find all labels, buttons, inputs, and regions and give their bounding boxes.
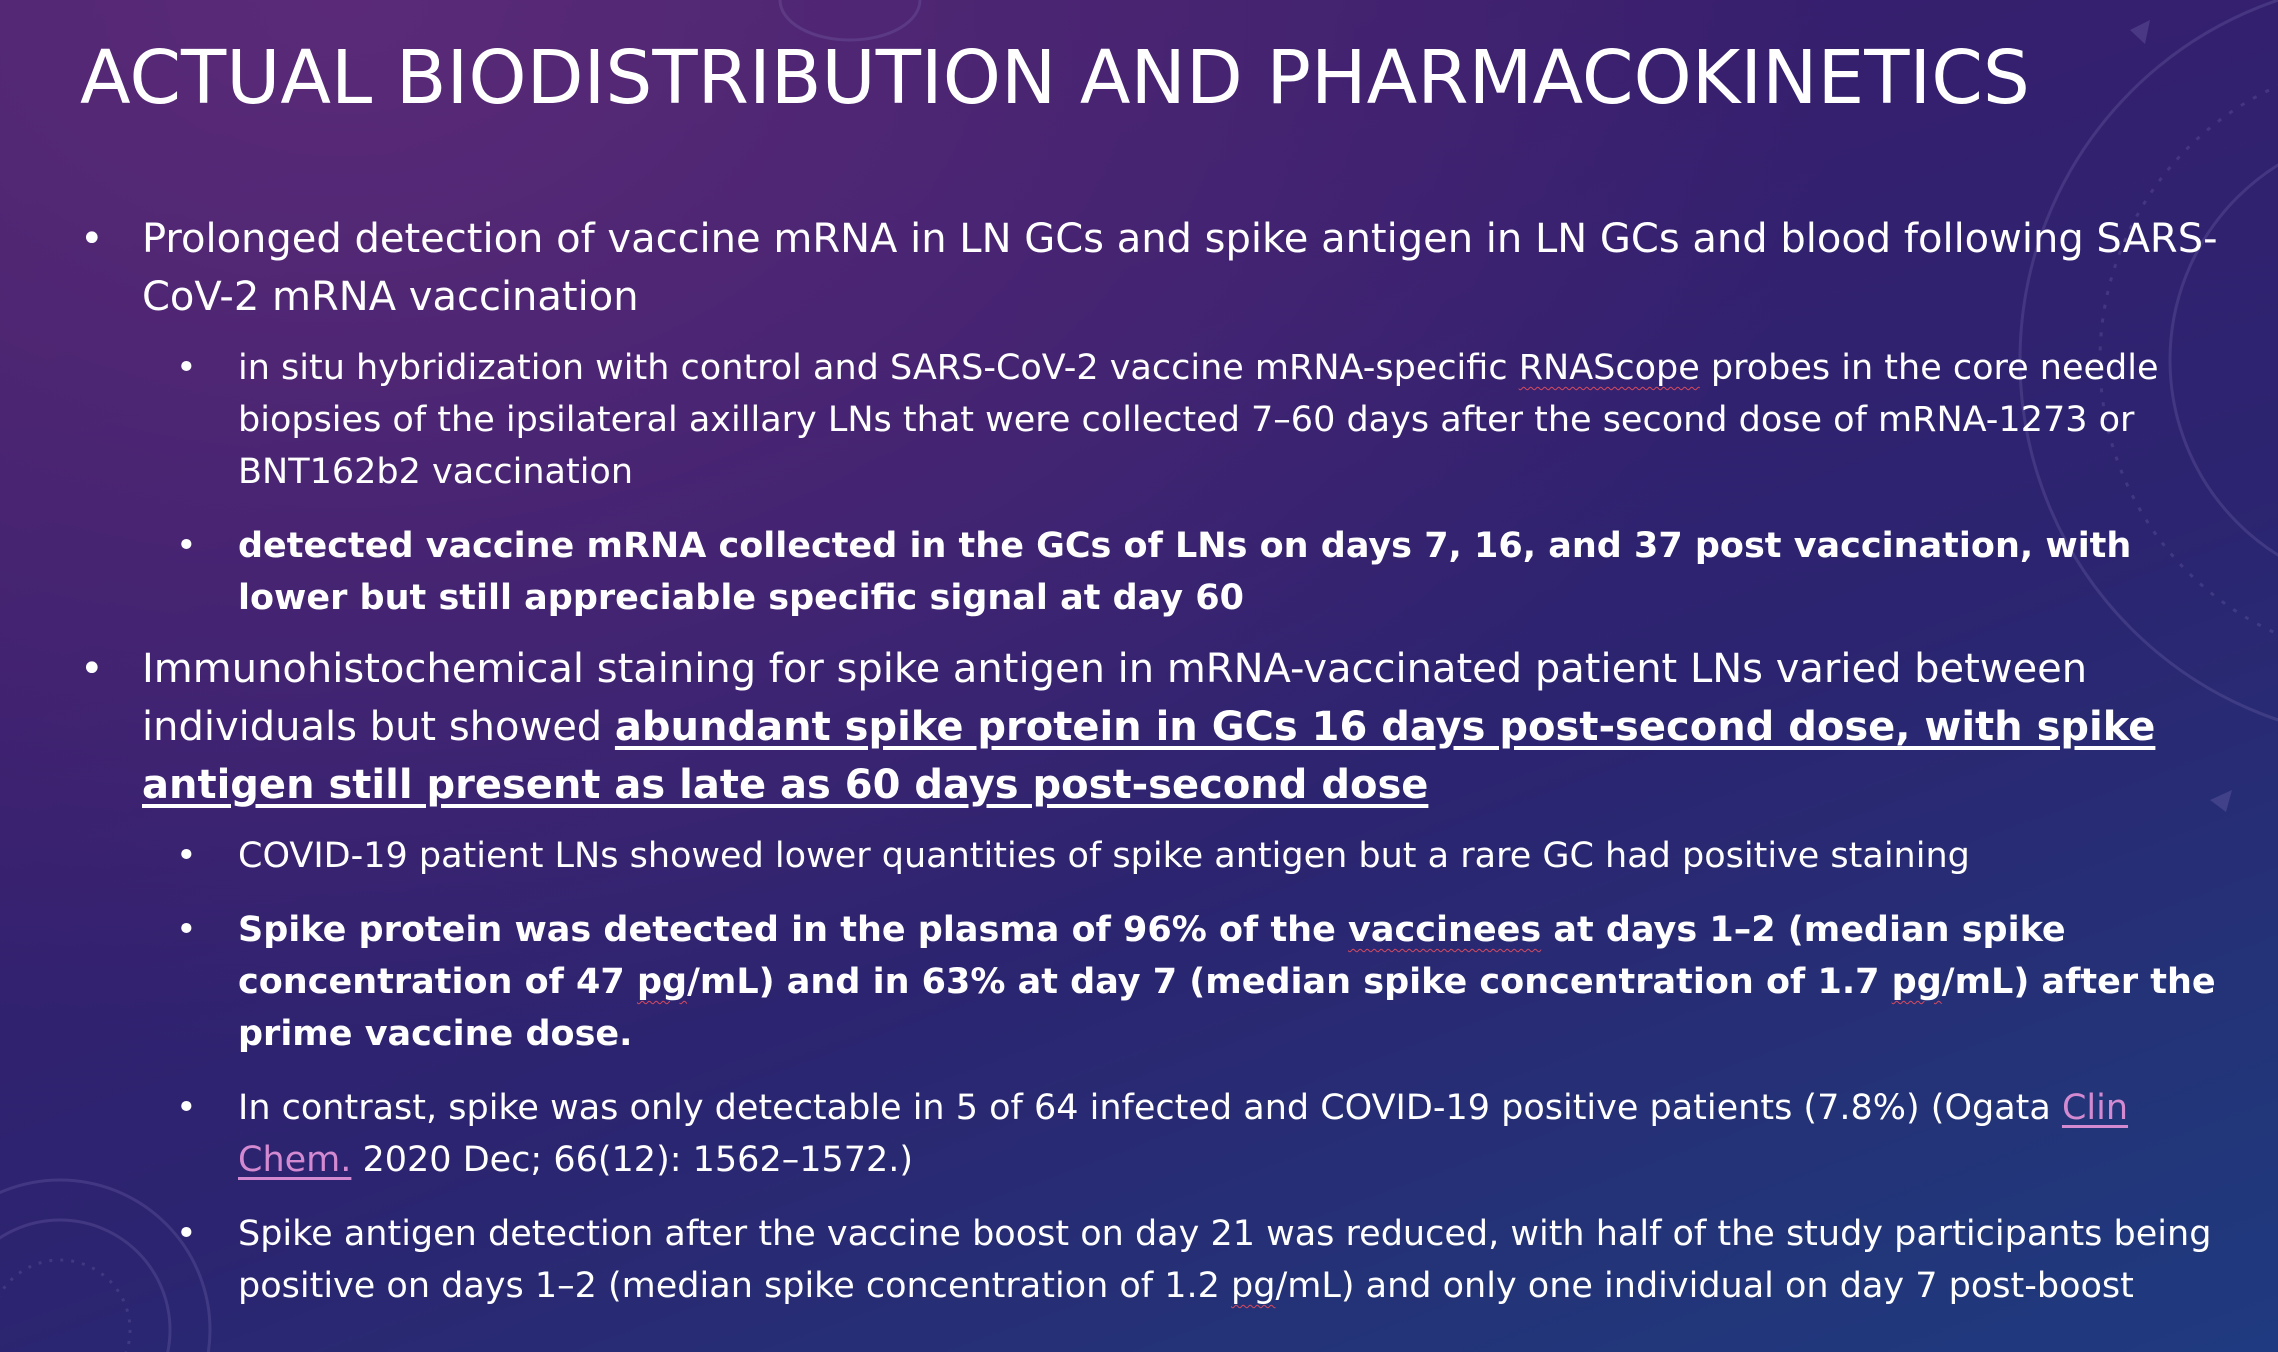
bullet-text: Spike antigen detection after the vaccine boost on day 21 was reduced, with half of the study participants being positive on days 1–2 (median spike concentration of 1.2 bbox=[238, 1214, 2212, 1306]
bullet-immunohistochemical-staining bbox=[80, 640, 2220, 814]
subbullet-in-situ-hybridization bbox=[80, 342, 2220, 498]
bullet-text: 2020 Dec; 66(12): 1562–1572.) bbox=[351, 1140, 914, 1180]
bullet-prolonged-detection bbox=[80, 210, 2220, 326]
subbullet-vaccine-boost bbox=[80, 1208, 2220, 1312]
subbullet-in-contrast bbox=[80, 1082, 2220, 1186]
subbullet-detected-mrna bbox=[80, 520, 2220, 624]
text-part: /mL) and in 63% at day 7 (median spike concentration of 1.7 bbox=[687, 962, 1892, 1002]
bullet-dot: • bbox=[176, 1088, 197, 1128]
spellcheck-flagged-word: vaccinees bbox=[1348, 910, 1542, 950]
bullet-text: In contrast, spike was only detectable in 5 of 64 infected and COVID-19 positive patients (7.8%) (Ogata bbox=[238, 1088, 2062, 1128]
bullet-dot: • bbox=[176, 348, 197, 388]
text-part: Spike protein was detected in the plasma of 96% of the bbox=[238, 910, 1349, 950]
emphasized-text: abundant spike protein in GCs 16 days post-second dose, with spike antigen still present as late as 60 days post-second dose bbox=[142, 704, 2156, 808]
slide-body bbox=[80, 210, 2220, 1312]
bullet-text: Prolonged detection of vaccine mRNA in LN GCs and spike antigen in LN GCs and blood following SARS-CoV-2 mRNA vaccination bbox=[142, 216, 2218, 320]
spellcheck-flagged-word: pg bbox=[636, 962, 688, 1002]
bullet-dot: • bbox=[176, 526, 197, 566]
bullet-dot: • bbox=[176, 836, 197, 876]
spellcheck-flagged-word: pg bbox=[1891, 962, 1942, 1002]
text-part: at days 1–2 (median spike concentration of 47 bbox=[238, 910, 2066, 1002]
subbullet-covid-patient-lns bbox=[80, 830, 2220, 882]
spellcheck-flagged-word: RNAScope bbox=[1518, 348, 1700, 388]
bullet-text bbox=[238, 910, 2216, 1054]
bullet-text: in situ hybridization with control and SARS-CoV-2 vaccine mRNA-specific bbox=[238, 348, 1519, 388]
subbullet-spike-in-plasma bbox=[80, 904, 2220, 1060]
clin-chem-link[interactable]: Clin Chem. bbox=[238, 1088, 2129, 1180]
slide-title: ACTUAL BIODISTRIBUTION AND PHARMACOKINETICS bbox=[80, 35, 2030, 121]
bullet-dot: • bbox=[176, 910, 197, 950]
bullet-text: Immunohistochemical staining for spike antigen in mRNA-vaccinated patient LNs varied between individuals but showed bbox=[142, 646, 2088, 750]
text-part: /mL) after the prime vaccine dose. bbox=[238, 962, 2216, 1054]
bullet-text: COVID-19 patient LNs showed lower quantities of spike antigen but a rare GC had positive staining bbox=[238, 836, 1970, 876]
bullet-text: /mL) and only one individual on day 7 post-boost bbox=[1275, 1266, 2134, 1306]
bullet-text: probes in the core needle biopsies of the ipsilateral axillary LNs that were collected 7–60 days after the second dose of mRNA-1273 or BNT162b2 vaccination bbox=[238, 348, 2159, 492]
spellcheck-flagged-word: pg bbox=[1231, 1266, 1276, 1306]
bullet-dot: • bbox=[80, 646, 104, 692]
bullet-dot: • bbox=[80, 216, 104, 262]
bullet-dot: • bbox=[176, 1214, 197, 1254]
bullet-text: detected vaccine mRNA collected in the GCs of LNs on days 7, 16, and 37 post vaccination, with lower but still appreciable specific signal at day 60 bbox=[238, 526, 2132, 618]
